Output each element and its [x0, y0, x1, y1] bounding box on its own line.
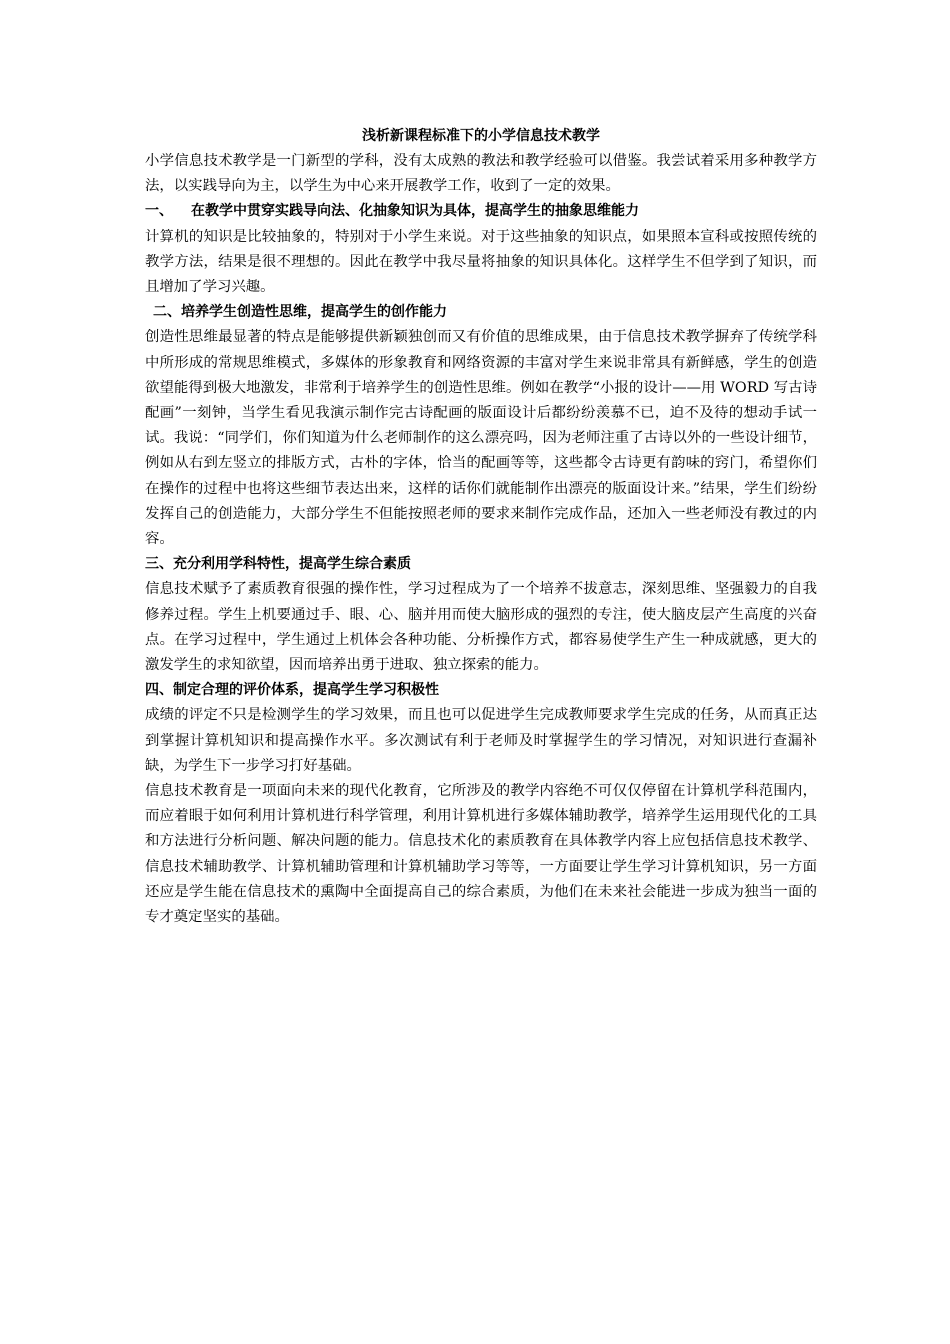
section-1-heading	[145, 199, 817, 224]
section-2-body: 创造性思维最显著的特点是能够提供新颖独创而又有价值的思维成果，由于信息技术教学摒弃了传统学科中所形成的常规思维模式，多媒体的形象教育和网络资源的丰富对学生来说非常具有新鲜感，学生的创造欲望能得到极大地激发，非常利于培养学生的创造性思维。例如在教学“小报的设计——用 WORD 写古诗配画”一刻钟，当学生看见我演示制作完古诗配画的版面设计后都纷纷羡慕不已，迫不及待的想动手试一试。我说：“同学们，你们知道为什么老师制作的这么漂亮吗，因为老师注重了古诗以外的一些设计细节，例如从右到左竖立的排版方式，古朴的字体，恰当的配画等等，这些都令古诗更有韵味的窍门，希望你们在操作的过程中也将这些细节表达出来，这样的话你们就能制作出漂亮的版面设计来。”结果，学生们纷纷发挥自己的创造能力，大部分学生不但能按照老师的要求来制作完成作品，还加入一些老师没有教过的内容。	[145, 329, 817, 548]
section-2-heading	[145, 300, 817, 325]
section-1-body: 计算机的知识是比较抽象的，特别对于小学生来说。对于这些抽象的知识点，如果照本宣科或按照传统的教学方法，结果是很不理想的。因此在教学中我尽量将抽象的知识具体化。这样学生不但学到了知识，而且增加了学习兴趣。	[145, 228, 817, 296]
section-3-body: 信息技术赋予了素质教育很强的操作性，学习过程成为了一个培养不拔意志，深刻思维、坚强毅力的自我修养过程。学生上机要通过手、眼、心、脑并用而使大脑形成的强烈的专注，使大脑皮层产生高度的兴奋点。在学习过程中，学生通过上机体会各种功能、分析操作方式，都容易使学生产生一种成就感，更大的激发学生的求知欲望，因而培养出勇于进取、独立探索的能力。	[145, 581, 817, 674]
section-4-heading	[145, 678, 817, 703]
section-1-number: 一、	[145, 203, 173, 220]
closing-paragraph: 信息技术教育是一项面向未来的现代化教育，它所涉及的教学内容绝不可仅仅停留在计算机学科范围内，而应着眼于如何利用计算机进行科学管理，利用计算机进行多媒体辅助教学，培养学生运用现代化的工具和方法进行分析问题、解决问题的能力。信息技术化的素质教育在具体教学内容上应包括信息技术教学、信息技术辅助教学、计算机辅助管理和计算机辅助学习等等，一方面要让学生学习计算机知识，另一方面还应是学生能在信息技术的熏陶中全面提高自己的综合素质，为他们在未来社会能进一步成为独当一面的专才奠定坚实的基础。	[145, 783, 817, 926]
section-3-number: 三、	[145, 556, 173, 573]
section-2-number: 二、	[153, 304, 181, 321]
section-4-body: 成绩的评定不只是检测学生的学习效果，而且也可以促进学生完成教师要求学生完成的任务，从而真正达到掌握计算机知识和提高操作水平。多次测试有利于老师及时掌握学生的学习情况，对知识进行查漏补缺，为学生下一步学习打好基础。	[145, 707, 817, 774]
section-3-heading	[145, 552, 817, 577]
document-page	[145, 126, 817, 930]
intro-paragraph: 小学信息技术教学是一门新型的学科，没有太成熟的教法和教学经验可以借鉴。我尝试着采用多种教学方法，以实践导向为主，以学生为中心来开展教学工作，收到了一定的效果。	[145, 153, 817, 195]
section-3-title: 充分利用学科特性，提高学生综合素质	[173, 556, 411, 573]
section-4-number: 四、	[145, 682, 173, 699]
document-title: 浅析新课程标准下的小学信息技术教学	[362, 128, 600, 144]
section-2-title: 培养学生创造性思维，提高学生的创作能力	[181, 304, 447, 321]
section-4-title: 制定合理的评价体系，提高学生学习积极性	[173, 682, 439, 699]
section-1-title: 在教学中贯穿实践导向法、化抽象知识为具体，提高学生的抽象思维能力	[191, 203, 639, 220]
